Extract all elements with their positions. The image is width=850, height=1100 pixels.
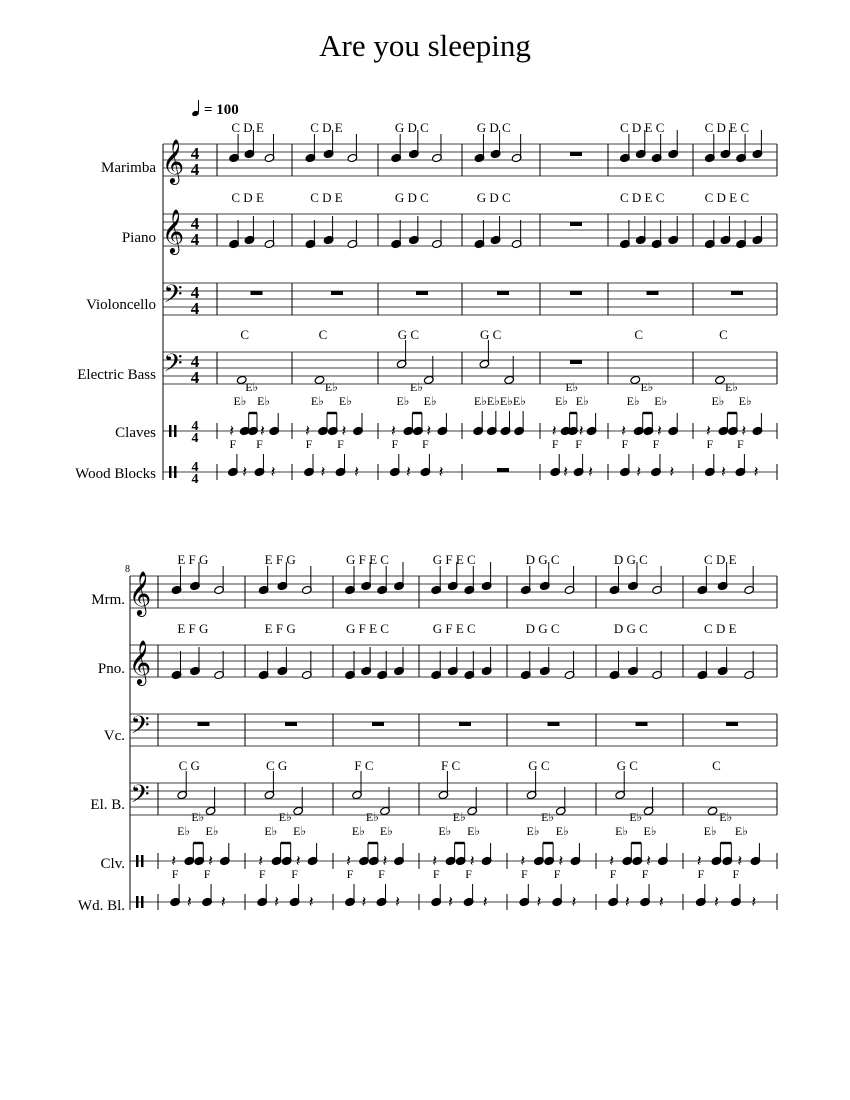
melody-note-labels: D G C [525, 621, 560, 636]
percussion-clef-icon [169, 466, 172, 478]
percussion-clef-icon [174, 425, 177, 437]
quarter-rest-icon: 𝄽 [563, 464, 569, 481]
claves-pitch-label: E♭ [423, 394, 437, 408]
time-sig-top: 4 [191, 460, 199, 475]
bass-note-labels: C [719, 327, 728, 342]
woodblock-pitch-label: F [256, 437, 263, 451]
woodblock-pitch-label: F [609, 867, 617, 881]
quarter-rest-icon: 𝄽 [536, 894, 542, 911]
time-sig-bottom: 4 [191, 472, 199, 487]
quarter-rest-icon: 𝄽 [737, 853, 743, 870]
claves-pitch-label: E♭ [640, 380, 654, 394]
quarter-rest-icon: 𝄽 [220, 894, 226, 911]
melody-note-labels: G D C [476, 120, 511, 135]
percussion-clef-icon [141, 855, 144, 867]
cello-rest [636, 722, 648, 726]
instrument-claves-short: Clv. [100, 856, 125, 872]
claves-pitch-label: E♭ [615, 824, 629, 838]
quarter-rest-icon: 𝄽 [751, 894, 757, 911]
instrument-claves: Claves [115, 425, 156, 441]
instrument-wood-blocks-short: Wd. Bl. [77, 898, 125, 914]
bass-clef-icon: 𝄢 [130, 712, 150, 745]
whole-rest [570, 222, 582, 226]
quarter-rest-icon: 𝄽 [658, 894, 664, 911]
quarter-rest-icon: 𝄽 [609, 853, 615, 870]
claves-pitch-label: E♭ [725, 380, 739, 394]
melody-note-labels: G D C [394, 120, 429, 135]
bass-note-labels: C [634, 327, 644, 342]
claves-pitch-label: E♭ [643, 824, 657, 838]
bass-whole-note [707, 806, 718, 815]
woodblock-pitch-label: F [346, 867, 354, 881]
bass-note-labels: C [318, 327, 328, 342]
quarter-rest-icon: 𝄽 [753, 464, 759, 481]
instrument-piano: Piano [121, 230, 156, 246]
claves-pitch-label: E♭ [734, 824, 748, 838]
melody-note-labels: C D E [310, 120, 343, 135]
claves-pitch-label: E♭ [205, 824, 219, 838]
melody-note-labels: E F G [177, 552, 209, 567]
quarter-rest-icon: 𝄽 [438, 464, 444, 481]
cello-rest [497, 291, 509, 295]
quarter-rest-icon: 𝄽 [713, 894, 719, 911]
percussion-clef-icon [174, 466, 177, 478]
quarter-rest-icon: 𝄽 [624, 894, 630, 911]
woodblock-pitch-label: F [291, 867, 298, 881]
bass-note-labels: C [712, 758, 721, 773]
claves-pitch-label: E♭ [278, 810, 292, 824]
whole-rest [570, 152, 582, 156]
woodblock-rest [497, 468, 509, 472]
quarter-rest-icon: 𝄽 [578, 423, 584, 440]
quarter-rest-icon: 𝄽 [636, 464, 642, 481]
bass-note-labels: C G [265, 758, 288, 773]
claves-pitch-label: E♭ [565, 380, 579, 394]
woodblock-pitch-label: F [575, 437, 582, 451]
melody-note-labels: C D E [231, 190, 264, 205]
claves-pitch-label: E♭ [626, 394, 640, 408]
woodblock-pitch-label: F [732, 867, 740, 881]
woodblock-pitch-label: F [203, 867, 211, 881]
claves-pitch-label: E♭ [703, 824, 717, 838]
bass-note-labels: C G [178, 758, 200, 773]
quarter-rest-icon: 𝄽 [482, 894, 488, 911]
cello-rest [416, 291, 428, 295]
tempo-value: = 100 [204, 102, 239, 118]
quarter-rest-icon: 𝄽 [390, 423, 396, 440]
claves-pitch-label: E♭ [654, 394, 668, 408]
quarter-rest-icon: 𝄽 [520, 853, 526, 870]
quarter-rest-icon: 𝄽 [354, 464, 360, 481]
woodblock-pitch-label: F [520, 867, 528, 881]
bass-rest [570, 360, 582, 364]
quarter-rest-icon: 𝄽 [448, 894, 454, 911]
cello-rest [647, 291, 659, 295]
melody-note-labels: G D C [476, 190, 511, 205]
claves-pitch-label: E♭ [245, 380, 259, 394]
instrument-marimba: Marimba [101, 160, 156, 176]
quarter-rest-icon: 𝄽 [186, 894, 192, 911]
quarter-rest-icon: 𝄽 [295, 853, 301, 870]
quarter-rest-icon: 𝄽 [741, 423, 747, 440]
cello-rest [198, 722, 210, 726]
bass-whole-note [630, 375, 641, 384]
claves-pitch-label: E♭ [351, 824, 365, 838]
bass-note-labels: G C [397, 327, 420, 342]
claves-pitch-label: E♭ [264, 824, 278, 838]
claves-pitch-label: E♭ [379, 824, 393, 838]
cello-rest [726, 722, 738, 726]
melody-note-labels: G F E C [432, 621, 476, 636]
melody-note-labels: D G C [613, 621, 648, 636]
melody-note-labels: C D E [310, 190, 343, 205]
quarter-rest-icon: 𝄽 [646, 853, 652, 870]
melody-note-labels: E F G [264, 621, 296, 636]
instrument-piano-short: Pno. [97, 661, 125, 677]
claves-pitch-label: E♭ [338, 394, 352, 408]
claves-pitch-label: E♭ [293, 824, 307, 838]
claves-pitch-label: E♭ [396, 394, 410, 408]
quarter-rest-icon: 𝄽 [258, 853, 264, 870]
claves-pitch-label: E♭ [410, 380, 424, 394]
quarter-rest-icon: 𝄽 [274, 894, 280, 911]
treble-clef-icon: 𝄞 [128, 642, 152, 684]
cello-rest [570, 291, 582, 295]
bass-note-labels: G C [528, 758, 550, 773]
time-sig-bottom: 4 [191, 431, 199, 446]
cello-rest [459, 722, 471, 726]
bass-clef-icon: 𝄢 [130, 781, 150, 814]
time-sig-bottom: 4 [190, 368, 200, 387]
cello-rest [285, 722, 297, 726]
quarter-rest-icon: 𝄽 [382, 853, 388, 870]
instrument-violoncello: Violoncello [86, 297, 156, 313]
melody-note-labels: E F G [177, 621, 209, 636]
bass-clef-icon: 𝄢 [163, 350, 183, 383]
score-title: Are you sleeping [319, 28, 531, 63]
claves-pitch-label: E♭ [310, 394, 324, 408]
woodblock-pitch-label: F [553, 867, 561, 881]
claves-pitch-label: E♭ [541, 810, 555, 824]
cello-rest [372, 722, 384, 726]
bass-note-labels: G C [479, 327, 502, 342]
claves-pitch-label: E♭ [365, 810, 379, 824]
claves-pitch-label: E♭ [555, 824, 569, 838]
quarter-rest-icon: 𝄽 [171, 853, 177, 870]
quarter-rest-icon: 𝄽 [551, 423, 557, 440]
claves-pitch-label: E♭ [324, 380, 338, 394]
woodblock-pitch-label: F [258, 867, 266, 881]
woodblock-pitch-label: F [391, 437, 399, 451]
claves-pitch-label: E♭ [233, 394, 247, 408]
time-sig-bottom: 4 [190, 160, 200, 179]
claves-pitch-label: E♭ [257, 394, 271, 408]
melody-note-labels: C D E C [704, 190, 750, 205]
quarter-rest-icon: 𝄽 [270, 464, 276, 481]
cello-rest [331, 291, 343, 295]
woodblock-pitch-label: F [641, 867, 649, 881]
quarter-rest-icon: 𝄽 [432, 853, 438, 870]
cello-rest [251, 291, 263, 295]
quarter-rest-icon: 𝄽 [361, 894, 367, 911]
claves-pitch-label: E♭ [191, 810, 205, 824]
melody-note-labels: C D E [231, 120, 264, 135]
melody-note-labels: G F E C [432, 552, 476, 567]
quarter-rest-icon: 𝄽 [696, 853, 702, 870]
time-sig-top: 4 [191, 419, 199, 434]
melody-note-labels: D G C [525, 552, 560, 567]
percussion-clef-icon [136, 855, 139, 867]
instrument-electric-bass: Electric Bass [77, 367, 156, 383]
percussion-clef-icon [141, 896, 144, 908]
quarter-rest-icon: 𝄽 [621, 423, 626, 440]
claves-pitch-label: E♭ [452, 810, 466, 824]
melody-note-labels: C D E [704, 621, 737, 636]
melody-note-labels: G F E C [346, 552, 389, 567]
quarter-rest-icon: 𝄽 [320, 464, 326, 481]
quarter-rest-icon: 𝄽 [259, 423, 265, 440]
quarter-rest-icon: 𝄽 [341, 423, 347, 440]
bass-whole-note [314, 375, 325, 384]
woodblock-pitch-label: F [706, 437, 714, 451]
woodblock-pitch-label: F [465, 867, 472, 881]
quarter-rest-icon: 𝄽 [405, 464, 411, 481]
time-sig-top: 4 [190, 283, 200, 302]
quarter-rest-icon: 𝄽 [308, 894, 314, 911]
quarter-rest-icon: 𝄽 [469, 853, 475, 870]
claves-pitch-label: E♭ [177, 824, 191, 838]
percussion-clef-icon [136, 896, 139, 908]
quarter-rest-icon: 𝄽 [346, 853, 352, 870]
quarter-rest-icon: 𝄽 [571, 894, 577, 911]
quarter-rest-icon: 𝄽 [395, 894, 401, 911]
quarter-rest-icon: 𝄽 [426, 423, 432, 440]
woodblock-pitch-label: F [378, 867, 385, 881]
quarter-rest-icon: 𝄽 [656, 423, 662, 440]
claves-pitch-label: E♭ [554, 394, 568, 408]
bass-note-labels: F C [354, 758, 374, 773]
claves-pitch-label: E♭E♭E♭E♭ [473, 394, 526, 408]
quarter-rest-icon: 𝄽 [242, 464, 248, 481]
quarter-rest-icon: 𝄽 [229, 423, 235, 440]
quarter-rest-icon: 𝄽 [705, 423, 711, 440]
melody-note-labels: C D E C [619, 190, 665, 205]
woodblock-pitch-label: F [551, 437, 559, 451]
melody-note-labels: C D E [704, 552, 737, 567]
claves-pitch-label: E♭ [711, 394, 725, 408]
woodblock-pitch-label: F [337, 437, 344, 451]
quarter-rest-icon: 𝄽 [208, 853, 214, 870]
measure-number: 8 [125, 564, 130, 575]
bass-note-labels: G C [616, 758, 638, 773]
bass-note-labels: F C [441, 758, 461, 773]
melody-note-labels: C D E C [704, 120, 750, 135]
bass-clef-icon: 𝄢 [163, 281, 183, 314]
percussion-clef-icon [169, 425, 172, 437]
treble-clef-icon: 𝄞 [128, 573, 152, 615]
melody-note-labels: C D E C [619, 120, 665, 135]
woodblock-pitch-label: F [621, 437, 629, 451]
cello-rest [548, 722, 560, 726]
time-sig-bottom: 4 [190, 230, 200, 249]
quarter-rest-icon: 𝄽 [588, 464, 594, 481]
claves-pitch-label: E♭ [575, 394, 589, 408]
instrument-wood-blocks: Wood Blocks [75, 466, 156, 482]
instrument-electric-bass-short: El. B. [90, 797, 125, 813]
instrument-marimba-short: Mrm. [91, 592, 125, 608]
time-sig-top: 4 [190, 144, 200, 163]
woodblock-pitch-label: F [737, 437, 744, 451]
melody-note-labels: D G C [613, 552, 648, 567]
claves-pitch-label: E♭ [438, 824, 452, 838]
time-sig-top: 4 [190, 214, 200, 233]
claves-pitch-label: E♭ [738, 394, 752, 408]
quarter-rest-icon: 𝄽 [720, 464, 726, 481]
quarter-rest-icon: 𝄽 [669, 464, 675, 481]
woodblock-pitch-label: F [305, 437, 313, 451]
treble-clef-icon: 𝄞 [161, 141, 185, 183]
melody-note-labels: E F G [264, 552, 296, 567]
woodblock-pitch-label: F [652, 437, 660, 451]
claves-pitch-label: E♭ [629, 810, 643, 824]
quarter-rest-icon: 𝄽 [558, 853, 564, 870]
claves-pitch-label: E♭ [719, 810, 733, 824]
cello-rest [731, 291, 743, 295]
melody-note-labels: G F E C [346, 621, 389, 636]
melody-note-labels: G D C [394, 190, 429, 205]
woodblock-pitch-label: F [697, 867, 705, 881]
instrument-violoncello-short: Vc. [103, 728, 125, 744]
time-sig-bottom: 4 [190, 299, 200, 318]
time-sig-top: 4 [190, 352, 200, 371]
bass-note-labels: C [240, 327, 250, 342]
woodblock-pitch-label: F [432, 867, 440, 881]
quarter-rest-icon: 𝄽 [305, 423, 311, 440]
woodblock-pitch-label: F [422, 437, 429, 451]
claves-pitch-label: E♭ [526, 824, 540, 838]
claves-pitch-label: E♭ [467, 824, 481, 838]
treble-clef-icon: 𝄞 [161, 211, 185, 253]
woodblock-pitch-label: F [229, 437, 237, 451]
woodblock-pitch-label: F [171, 867, 179, 881]
bass-whole-note [715, 375, 726, 384]
